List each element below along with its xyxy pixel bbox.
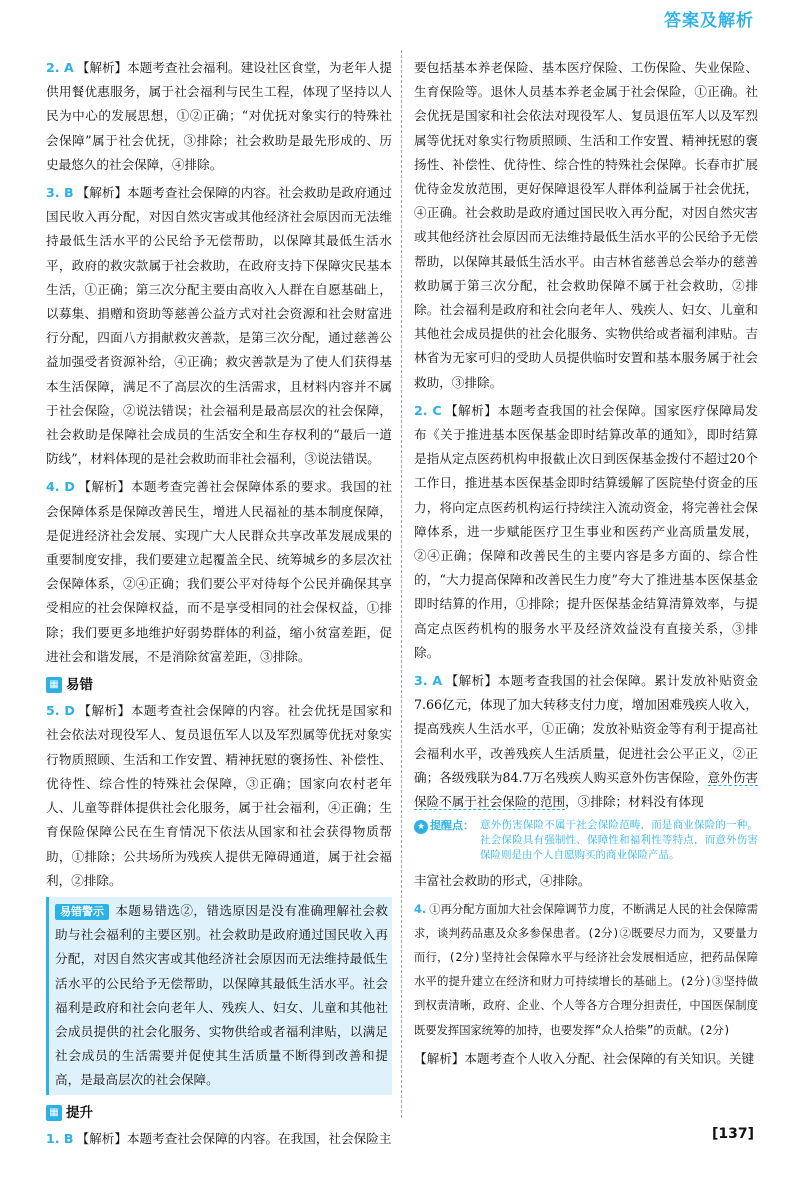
question-number: 4. D [46,479,75,495]
tip-text: 意外伤害保险不属于社会保险范畴，而是商业保险的一种。社会保险具有强制性、保障性和福利性等特点，而意外伤害保险则是由个人自愿购买的商业保险产品。 [480,819,758,862]
section-tisheng [46,1101,392,1125]
answer-text: 【解析】本题考查社会福利。建设社区食堂，为老年人提供用餐优惠服务，属于社会福利与民生工程，体现了坚持以人民为中心的发展思想，①②正确；“对优抚对象实行的特殊社会保障”属于社会优抚，③排除；社会救助是最先形成的、历史最悠久的社会保障，④排除。 [46,60,392,172]
answer-q5 [46,699,392,893]
answer-text-tail: ，③排除；材料没有体现 [565,794,704,810]
warning-text: 本题易错选②，错选原因是没有准确理解社会救助与社会福利的主要区别。社会救助是政府通过国民收入再分配，对因自然灾害或其他经济社会原因而无法维持最低生活水平的公民给予无偿帮助，以保障其最低生活水平。社会福利是政府和社会向老年人、残疾人、妇女、儿童和其他社会成员提供的社会化服务、实物供给或者福利津贴，以满足社会成员的生活需要并促使其生活质量不断得到改善和提高，是最高层次的社会保障。 [55,902,388,1088]
answer-text: 【解析】本题考查社会保障的内容。社会救助是政府通过国民收入再分配，对因自然灾害或其他经济社会原因而无法维持最低生活水平的公民给予无偿帮助，以保障其最低生活水平，政府的救灾款属于社会救助，在政府支持下保障灾民基本生活，①正确；第三次分配主要由高收入人群在自愿基础上，以募集、捐赠和资助等慈善公益方式对社会资源和社会财富进行分配，四面八方捐献救灾善款，是第三次分配，通过慈善公益加强受者资源补给，④正确；救灾善款是为了使人们获得基本生活保障，满足不了高层次的生活需求，且材料内容并不属于社会保险，②说法错误；社会福利是最高层次的社会保障，社会救助是保障社会成员的生活安全和生存权利的“最后一道防线”，材料体现的是社会救助而非社会福利，③说法错误。 [46,185,393,467]
section-icon: ▦ [46,677,62,693]
answer-text: 【解析】本题考查社会保障的内容。社会优抚是国家和社会依法对现役军人、复员退伍军人以及军烈属等优抚对象实行物质照顾、生活和工作安置、精神抚慰的褒扬性、补偿性、优待性、综合性的特殊社会保障，③正确；国家向农村老年人、儿童等群体提供社会化服务，属于社会福利，④正确；生育保险保障公民在生育情况下依法从国家和社会获得物质帮助，①排除；公共场所为残疾人提供无障碍通道，属于社会福利，②排除。 [46,703,393,888]
question-number: 2. C [414,402,442,418]
page-number: [137] [711,1126,754,1142]
question-number: 5. D [46,703,75,719]
column-divider [401,50,402,1118]
underlined-phrase: 意外伤害保险不属于社会保险的范围 [414,769,759,810]
answer-q4-subjective [414,898,758,1043]
question-number: 3. B [46,185,74,201]
section-yicuo [46,673,392,697]
error-warning-box [46,897,392,1095]
continued-text: 要包括基本养老保险、基本医疗保险、工伤保险、失业保险、生育保险等。退休人员基本养老金属于社会保险，①正确。社会优抚是国家和社会依法对现役军人、复员退伍军人以及军烈属等优抚对象实行物质照顾、生活和工作安置、精神抚慰的褒扬性、补偿性、优待性、综合性的特殊社会保障。长春市扩展优待金发放范围，更好保障退役军人群体利益属于社会优抚，④正确。社会救助是政府通过国民收入再分配，对因自然灾害或其他经济社会原因而无法维持最低生活水平的公民给予无偿帮助，以保障其最低生活水平。由吉林省慈善总会举办的慈善救助属于第三次分配，社会救助保障不属于社会救助，②排除。社会福利是政府和社会向老年人、残疾人、妇女、儿童和其他社会成员提供的社会化服务、实物供给或者福利津贴。吉林省为无家可归的受助人员提供临时安置和基本服务属于社会救助，③排除。 [414,60,758,390]
question-number: 3. A [414,673,443,689]
answer-text: 【解析】本题考查我国的社会保障。累计发放补贴资金7.66亿元，体现了加大转移支付力度，增加困难残疾人收入，提高残疾人生活水平，①正确；发放补贴资金等有利于提高社会福利水平，改善残疾人生活质量，促进社会公平正义，②正确；各级残联为84.7万名残疾人购买意外伤害保险， [414,673,758,785]
tip-note [414,818,758,863]
answer-text: 【解析】本题考查我国的社会保障。国家医疗保障局发布《关于推进基本医保基金即时结算改革的通知》，即时结算是指从定点医药机构申报截止次日到医保基金拨付不超过20个工作日，推进基本医保基金即时结算缓解了医院垫付资金的压力，将向定点医药机构运行持续注入流动资金，将完善社会保障体系，进一步赋能医疗卫生事业和医药产业高质量发展，②④正确；保障和改善民生的主要内容是多方面的、综合性的，“大力提高保障和改善民生力度”夸大了推进基本医保基金即时结算的作用，①排除；提升医保基金结算清算效率，与提高定点医药机构的服务水平及经济效益没有直接关系，③排除。 [414,402,758,660]
analysis-q4: 【解析】本题考查个人收入分配、社会保障的有关知识。关键 [414,1050,755,1066]
answer-q1 [46,1127,392,1151]
warning-label: 易错警示 [55,904,109,920]
question-number: 1. B [46,1130,74,1146]
right-column [414,56,758,1075]
section-title: 易错 [66,677,93,694]
answer-q3a [414,669,758,814]
answer-q2c [414,399,758,665]
answer-text: 【解析】本题考查完善社会保障体系的要求。我国的社会保障体系是保障改善民生，增进人民福祉的基本制度保障，是促进经济社会发展、实现广大人民群众共享改革发展成果的重要制度安排，我们要建立起覆盖全民、统筹城乡的多层次社会保障体系，②④正确；我们要公平对待每个公民并确保其享受相应的社会保障权益，而不是享受相同的社会保权益，①排除；我们要更多地维护好弱势群体的利益，缩小贫富差距，促进社会和谐发展，不是消除贫富差距，③排除。 [46,479,393,664]
answer-q4 [46,475,392,669]
section-title: 提升 [66,1104,93,1121]
tip-label: 提醒点： [430,819,474,833]
question-number: 2. A [46,60,74,75]
question-number: 4. [414,902,427,916]
page-number-value: 137 [718,1126,748,1142]
tip-icon: ★ [414,820,428,834]
left-column [46,56,392,1155]
tip-label-wrap [414,818,474,863]
answer-q3 [46,181,392,471]
section-icon: ▦ [46,1105,62,1121]
continued-text-2: 丰富社会救助的形式，④排除。 [414,873,591,889]
answer-text: 【解析】本题考查社会保障的内容。在我国，社会保险主 [76,1130,392,1146]
answer-q2 [46,56,392,177]
answer-text: ①再分配方面加大社会保障调节力度，不断满足人民的社会保障需求，谈判药品惠及众多参保患者。(2分)②既要尽力而为，又要量力而行，(2分)坚持社会保障水平与经济社会发展相适应，把药品保障水平的提升建立在经济和财力可持续增长的基础上。(2分)③坚持做到权责清晰，政府、企业、个人等各方合理分担责任，中国医保制度既要发挥国家统筹的加持，也要发挥“众人拾柴”的贡献。(2分) [414,902,758,1037]
page-header-title: 答案及解析 [664,11,754,31]
